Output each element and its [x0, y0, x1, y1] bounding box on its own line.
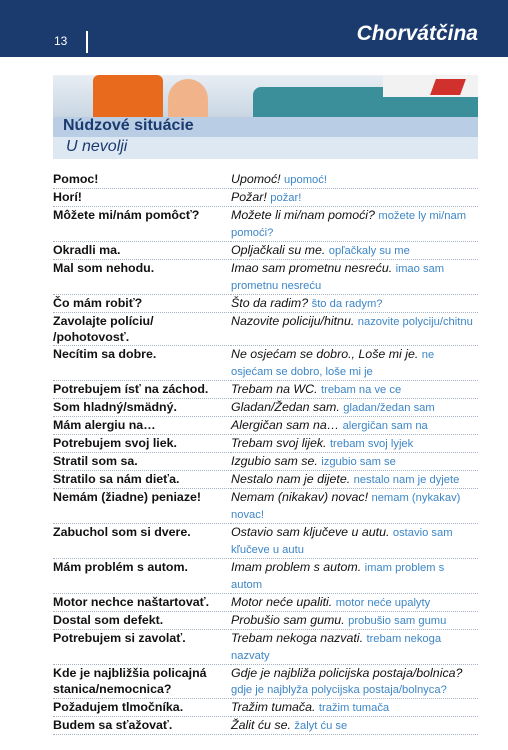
- phrase-pronunciation: ostavio sam kľučeve u autu: [231, 527, 453, 556]
- phrase-pronunciation: opľačkaly su me: [328, 245, 410, 257]
- phrase-pronunciation: imam problem s autom: [231, 562, 445, 591]
- phrase-pronunciation: gdje je najblyža polycijska postaja/bolnyca?: [231, 684, 447, 696]
- phrase-croatian-cell: [231, 435, 478, 453]
- phrase-croatian: Alergičan sam na…: [231, 418, 340, 432]
- phrase-croatian: Nestalo nam je dijete.: [231, 472, 351, 486]
- phrase-pronunciation: tražim tumača: [318, 702, 390, 714]
- phrase-croatian: Imam problem s autom.: [231, 560, 362, 574]
- phrase-pronunciation: trebam nekoga nazvaty: [231, 633, 442, 662]
- photo-person-arm: [168, 79, 208, 117]
- phrase-croatian: Imao sam prometnu nesreću.: [231, 261, 393, 275]
- phrase-croatian-cell: [231, 717, 478, 735]
- phrase-croatian: Izgubio sam se.: [231, 454, 318, 468]
- phrase-slovak: Budem sa sťažovať.: [53, 717, 231, 735]
- phrase-croatian-cell: [231, 346, 478, 381]
- phrase-slovak: Čo mám robiť?: [53, 295, 231, 313]
- phrase-croatian-cell: [231, 295, 478, 313]
- phrase-slovak: Stratilo sa nám dieťa.: [53, 471, 231, 489]
- language-title: Chorvátčina: [356, 22, 478, 45]
- phrase-croatian-cell: [231, 524, 478, 559]
- phrase-croatian: Žalit ću se.: [231, 718, 291, 732]
- emergency-photo: [53, 75, 478, 117]
- section-title: Núdzové situácie: [63, 117, 194, 134]
- phrase-row: [53, 399, 478, 417]
- phrase-row: [53, 242, 478, 260]
- phrase-croatian: Trebam nekoga nazvati.: [231, 631, 364, 645]
- phrase-slovak: Horí!: [53, 189, 231, 207]
- phrase-pronunciation: žalyt ću se: [294, 720, 348, 732]
- phrase-pronunciation: trebam na ve ce: [320, 384, 402, 396]
- phrase-pronunciation: probušio sam gumu: [348, 615, 447, 627]
- phrase-slovak: Kde je najbližšia policajná stanica/nemocnica?: [53, 665, 231, 699]
- phrase-slovak: Motor nechce naštartovať.: [53, 594, 231, 612]
- phrase-slovak: Potrebujem si zavolať.: [53, 630, 231, 665]
- phrase-croatian: Upomoć!: [231, 172, 281, 186]
- phrase-croatian: Možete li mi/nam pomoći?: [231, 208, 375, 222]
- phrase-row: [53, 524, 478, 559]
- phrase-slovak: Potrebujem svoj liek.: [53, 435, 231, 453]
- phrase-pronunciation: motor neće upalyty: [335, 597, 431, 609]
- phrase-slovak: Požadujem tlmočníka.: [53, 699, 231, 717]
- header-bar: [0, 0, 508, 57]
- phrase-croatian-cell: [231, 207, 478, 242]
- phrase-table: [53, 171, 478, 735]
- phrase-croatian-cell: [231, 630, 478, 665]
- phrase-row: [53, 295, 478, 313]
- phrase-croatian: Požar!: [231, 190, 267, 204]
- phrase-croatian-cell: [231, 260, 478, 295]
- phrase-row: [53, 665, 478, 699]
- phrase-slovak: Stratil som sa.: [53, 453, 231, 471]
- phrase-slovak: Mám alergiu na…: [53, 417, 231, 435]
- phrase-pronunciation: što da radym?: [311, 298, 383, 310]
- phrase-row: [53, 346, 478, 381]
- phrase-croatian: Probušio sam gumu.: [231, 613, 345, 627]
- phrase-row: [53, 260, 478, 295]
- phrase-croatian-cell: [231, 381, 478, 399]
- phrase-pronunciation: ne osjećam se dobro, loše mi je: [231, 349, 435, 378]
- phrase-row: [53, 612, 478, 630]
- phrase-croatian: Nemam (nikakav) novac!: [231, 490, 369, 504]
- section-subtitle: U nevolji: [66, 138, 128, 155]
- phrase-row: [53, 717, 478, 735]
- photo-person: [93, 75, 163, 117]
- phrase-croatian: Gladan/Žedan sam.: [231, 400, 340, 414]
- phrase-row: [53, 313, 478, 346]
- phrase-croatian-cell: [231, 665, 478, 699]
- phrase-row: [53, 594, 478, 612]
- phrase-pronunciation: izgubio sam se: [321, 456, 396, 468]
- page-number: 13: [54, 34, 68, 48]
- phrase-croatian: Trebam svoj lijek.: [231, 436, 327, 450]
- phrase-pronunciation: požar!: [270, 192, 302, 204]
- phrase-croatian-cell: [231, 489, 478, 524]
- phrase-croatian: Ne osjećam se dobro., Loše mi je.: [231, 347, 419, 361]
- phrase-croatian: Ostavio sam ključeve u autu.: [231, 525, 390, 539]
- phrase-pronunciation: alergičan sam na: [342, 420, 428, 432]
- phrase-croatian: Opljačkali su me.: [231, 243, 326, 257]
- phrase-croatian-cell: [231, 417, 478, 435]
- phrase-croatian-cell: [231, 453, 478, 471]
- phrase-row: [53, 207, 478, 242]
- phrase-slovak: Dostal som defekt.: [53, 612, 231, 630]
- phrase-croatian-cell: [231, 313, 478, 346]
- phrase-croatian-cell: [231, 699, 478, 717]
- phrase-slovak: Okradli ma.: [53, 242, 231, 260]
- phrase-row: [53, 171, 478, 189]
- phrase-row: [53, 630, 478, 665]
- phrase-row: [53, 699, 478, 717]
- phrase-row: [53, 489, 478, 524]
- phrase-row: [53, 381, 478, 399]
- header-divider: [86, 31, 88, 53]
- phrase-croatian: Motor neće upaliti.: [231, 595, 333, 609]
- phrase-croatian: Trebam na WC.: [231, 382, 318, 396]
- phrase-slovak: Môžete mi/nám pomôcť?: [53, 207, 231, 242]
- phrase-croatian-cell: [231, 189, 478, 207]
- phrase-row: [53, 471, 478, 489]
- phrase-row: [53, 453, 478, 471]
- phrase-pronunciation: nazovite polyciju/chitnu: [357, 316, 473, 328]
- phrase-slovak: Pomoc!: [53, 171, 231, 189]
- phrase-slovak: Som hladný/smädný.: [53, 399, 231, 417]
- phrase-row: [53, 189, 478, 207]
- phrase-croatian-cell: [231, 612, 478, 630]
- phrase-slovak: Zabuchol som si dvere.: [53, 524, 231, 559]
- phrase-slovak: Mám problém s autom.: [53, 559, 231, 594]
- phrase-croatian-cell: [231, 242, 478, 260]
- phrase-pronunciation: trebam svoj lyjek: [329, 438, 414, 450]
- phrase-slovak: Mal som nehodu.: [53, 260, 231, 295]
- phrase-croatian: Što da radim?: [231, 296, 309, 310]
- phrase-pronunciation: imao sam prometnu nesreću: [231, 263, 445, 292]
- phrase-pronunciation: nemam (nykakav) novac!: [231, 492, 461, 521]
- phrase-croatian: Nazovite policiju/hitnu.: [231, 314, 355, 328]
- phrase-pronunciation: gladan/žedan sam: [343, 402, 435, 414]
- phrase-croatian-cell: [231, 471, 478, 489]
- phrase-croatian-cell: [231, 171, 478, 189]
- phrase-row: [53, 435, 478, 453]
- phrase-row: [53, 417, 478, 435]
- phrase-croatian-cell: [231, 559, 478, 594]
- phrase-slovak: Nemám (žiadne) peniaze!: [53, 489, 231, 524]
- phrase-croatian: Gdje je najbliža policijska postaja/bolnica?: [231, 666, 463, 680]
- phrase-slovak: Zavolajte políciu/ /pohotovosť.: [53, 313, 231, 346]
- phrase-pronunciation: možete ly mi/nam pomoći?: [231, 210, 467, 239]
- phrase-croatian-cell: [231, 399, 478, 417]
- photo-ambulance-stripe: [430, 79, 466, 95]
- phrase-pronunciation: upomoć!: [284, 174, 327, 186]
- phrase-slovak: Necítim sa dobre.: [53, 346, 231, 381]
- phrase-pronunciation: nestalo nam je dyjete: [353, 474, 460, 486]
- phrase-croatian: Tražim tumača.: [231, 700, 316, 714]
- phrase-slovak: Potrebujem ísť na záchod.: [53, 381, 231, 399]
- phrase-row: [53, 559, 478, 594]
- phrase-croatian-cell: [231, 594, 478, 612]
